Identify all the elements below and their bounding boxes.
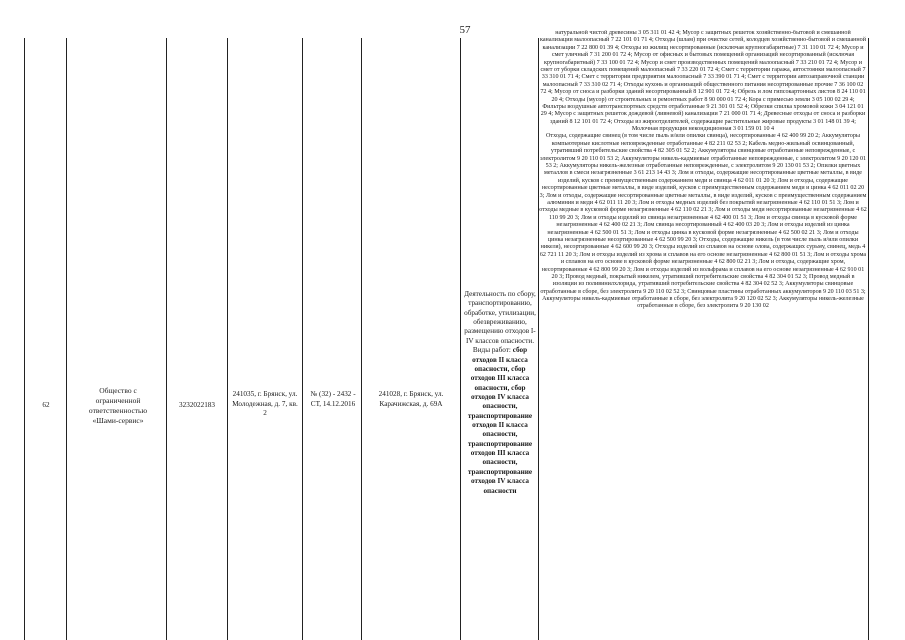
activity-work-types: сбор отходов II класса опасности, сбор отходов III класса опасности, сбор отходов IV класса опасности, транспортирование отходов II класса опасности, транспортирование отходов III класса опасности, транспортирование отходов IV класса опасности [467,346,533,495]
waste-list-cell [539,30,867,640]
table-border-left [24,38,25,640]
page-number: 57 [459,24,471,36]
row-number: 62 [42,401,50,409]
table-border-right [868,38,869,640]
activity-plain-text: Деятельность по сбору, транспортированию, обработке, утилизации, обезвреживанию, размещению отходов I-IV классов опасности. Виды работ: [464,290,536,355]
table-divider-4 [302,38,303,640]
table-divider-1 [66,38,67,640]
waste-list-part-2: Отходы, содержащие свинец (в том числе пыль и/или опилки свинца), несортированные 4 62 400 99 20 2; Аккумуляторы компьютерные кислотные неповрежденные отработанные 4 82 211 02 53 2; Кабель медно-жильный освинцованный, утративший потребительские свойства 4 82 305 01 52 2; Аккумуляторы свинцовые отработанные неповрежденные, с электролитом 9 20 110 01 53 2; Аккумуляторы никель-кадмиевые отработанные неповрежденные, с электролитом 9 20 120 01 53 2; Аккумуляторы никель-железные отработанные неповрежденные, с электролитом 9 20 130 01 53 2; Опилки цветных металлов в смеси незагрязненные 3 61 213 14 43 3; Лом и отходы, содержащие несортированные цветные металлы, в виде изделий, кусков с преимущественным содержанием меди и свинца 4 62 011 01 20 3; Лом и отходы, содержащие несортированные цветные металлы, в виде изделий, кусков с преимущественным содержанием меди и цинка 4 62 011 02 20 3; Лом и отходы, содержащие несортированные цветные металлы, в виде изделий, кусков с преимущественным содержанием алюминия и меди 4 62 011 11 20 3; Лом и отходы медных изделий без покрытий незагрязненные 4 62 110 01 51 3; Лом и отходы медные в кусковой форме незагрязненные 4 62 110 02 21 3; Лом и отходы меди несортированные незагрязненные 4 62 110 99 20 3; Лом и отходы изделий из свинца незагрязненные 4 62 400 01 51 3; Лом и отходы свинца в кусковой форме незагрязненные 4 62 400 02 21 3; Лом свинца несортированный 4 62 400 03 20 3; Лом и отходы изделий из цинка незагрязненные 4 62 500 01 51 3; Лом и отходы цинка в кусковой форме незагрязненные 4 62 500 02 21 3; Лом и отходы цинка незагрязненные несортированные 4 62 500 99 20 3; Отходы, содержащие никель (в том числе пыль и/или опилки никеля), несортированные 4 62 600 99 20 3; Отходы изделий из сплавов на основе олова, содержащих сурьму, свинец, медь 4 62 721 11 20 3; Лом и отходы изделий из хрома и сплавов на его основе незагрязненные 4 62 800 01 51 3; Лом и отходы хрома и сплавов на его основе в кусковой форме незагрязненные 4 62 800 02 21 3; Лом и отходы, содержащие хром, несортированные 4 62 800 99 20 3; Лом и отходы изделий из вольфрама и сплавов на его основе незагрязненные 4 62 910 01 20 3; Провод медный, покрытый никелем, утративший потребительские свойства 4 82 304 01 52 3; Провод медный в изоляции из поливинилхлорида, утративший потребительские свойства 4 82 304 02 52 3; Аккумуляторы свинцовые отработанные в сборе, без электролита 9 20 110 02 52 3; Свинцовые пластины отработанных аккумуляторов 9 20 110 03 51 3; Аккумуляторы никель-кадмиевые отработанные в сборе, без электролита 9 20 120 02 52 3; Аккумуляторы никель-железные отработанные в сборе, без электролита 9 20 130 02 [539,133,867,310]
table-divider-6 [460,38,461,640]
activity-address: 241028, г. Брянск, ул. Карачижская, д. 69А [378,390,444,408]
activity-description [463,290,537,496]
inn-cell: 3232022183 [179,401,215,409]
license-number: № (32) - 2432 - СТ, 14.12.2016 [310,390,356,408]
legal-address: 241035, г. Брянск, ул. Молодежная, д. 7, кв. 2 [232,390,298,417]
table-divider-3 [227,38,228,640]
organization-name: Общество с ограниченной ответственностью «Шами-сервис» [88,386,148,425]
table-divider-2 [166,38,167,640]
table-divider-5 [361,38,362,640]
waste-list-part-1: натуральной чистой древесины 3 05 311 01 42 4; Мусор с защитных решеток хозяйственно-бытовой и смешанной канализации малоопасный 7 22 101 01 71 4; Отходы (шлам) при очистке сетей, колодцев хозяйственно-бытовой и смешанной канализации 7 22 800 01 39 4; Отходы из жилищ несортированные (исключая крупногабаритные) 7 31 110 01 72 4; Мусор и смет уличный 7 31 200 01 72 4; Мусор от офисных и бытовых помещений организаций несортированный (исключая крупногабаритный) 7 33 100 01 72 4; Мусор и смет производственных помещений малоопасный 7 33 210 01 72 4; Мусор и смет от уборки складских помещений малоопасный 7 33 220 01 72 4; Смет с территории гаража, автостоянки малоопасный 7 33 310 01 71 4; Смет с территории предприятия малоопасный 7 33 390 01 71 4; Смет с территории автозаправочной станции малоопасный 7 33 310 02 71 4; Отходы кухонь и организаций общественного питания несортированные прочие 7 36 100 02 72 4; Мусор от сноса и разборки зданий несортированный 8 12 901 01 72 4; Обрезь и лом гипсокартонных листов 8 24 110 01 20 4; Отходы (мусор) от строительных и ремонтных работ 8 90 000 01 72 4; Кора с примесью земли 3 05 100 02 29 4; Фильтры воздушные автотранспортных средств отработанные 9 21 301 01 52 4; Обрезки спилка хромовой кожи 3 04 121 01 29 4; Мусор с защитных решеток дождевой (ливневой) канализации 7 21 000 01 71 4; Древесные отходы от сноса и разборки зданий 8 12 101 01 72 4; Отходы из жироотделителей, содержащие растительные жировые продукты 3 01 148 01 39 4; Молочная продукция некондиционная 3 01 159 01 10 4 [539,30,866,133]
